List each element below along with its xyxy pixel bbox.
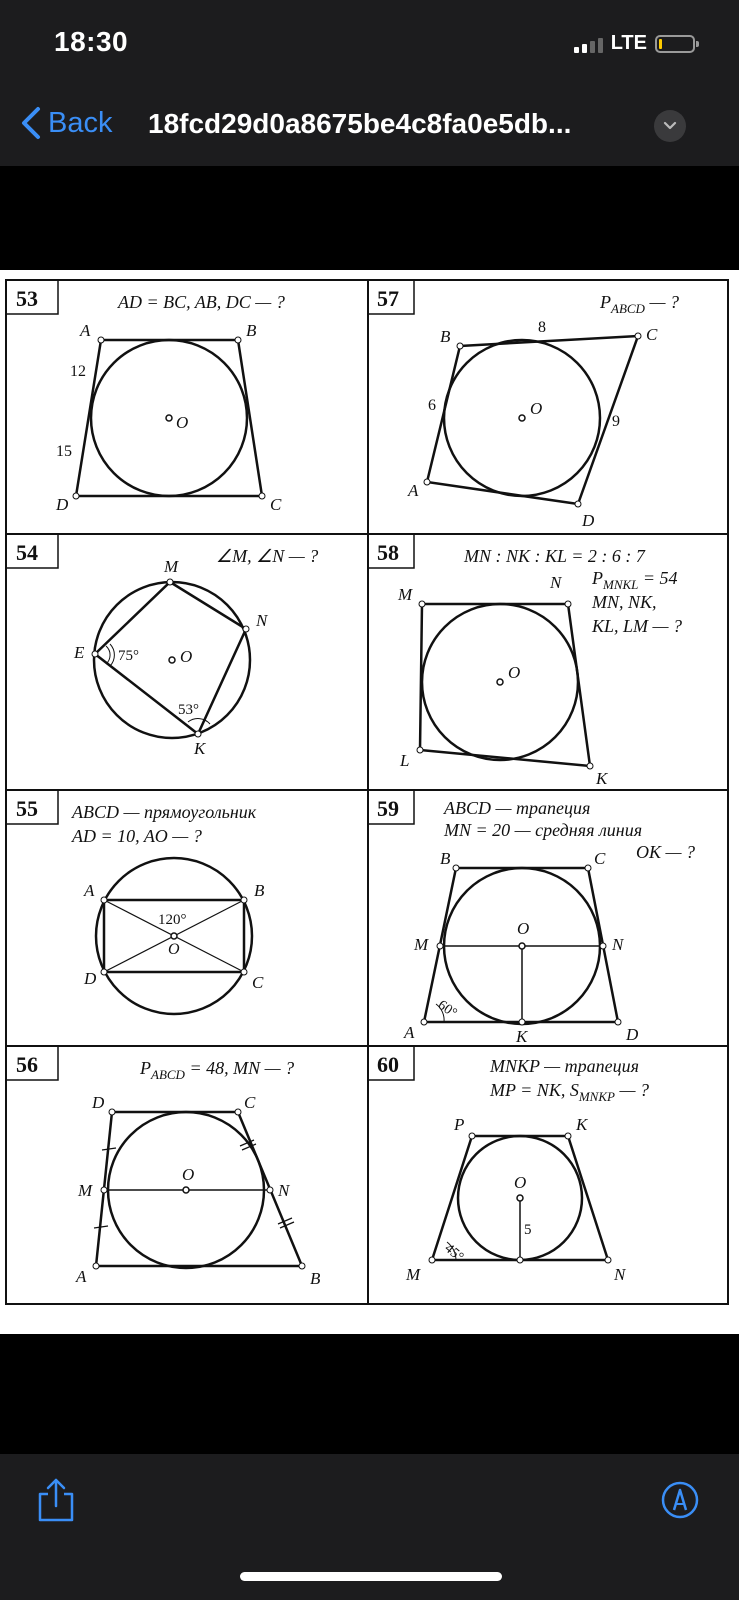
chevron-left-icon <box>20 106 42 140</box>
file-title: 18fcd29d0a8675be4c8fa0e5db... <box>148 108 572 139</box>
value-45: 45° <box>441 1241 467 1266</box>
problem-question-line2: MN = 20 — средняя линия <box>444 820 643 840</box>
problem-number: 56 <box>16 1052 38 1077</box>
label-N: N <box>614 1265 626 1284</box>
problem-57 <box>368 280 679 530</box>
back-button[interactable] <box>20 106 112 140</box>
value-120: 120° <box>158 912 187 928</box>
label-A: A <box>408 481 419 500</box>
label-A: A <box>84 881 95 900</box>
label-M: M <box>78 1181 93 1200</box>
label-O: O <box>530 399 543 418</box>
label-K: K <box>516 1027 528 1046</box>
problem-number: 58 <box>377 540 399 565</box>
label-C: C <box>594 849 606 868</box>
value-75: 75° <box>118 648 139 664</box>
label-C: C <box>252 973 264 992</box>
label-O: O <box>182 1165 195 1184</box>
problem-question-line3: MN, NK, <box>592 592 657 612</box>
signal-icon <box>574 35 603 53</box>
label-C: C <box>646 325 658 344</box>
document-image <box>0 270 739 1334</box>
label-C: C <box>244 1093 256 1112</box>
value-60: 60° <box>434 997 460 1022</box>
problem-58 <box>368 534 682 788</box>
label-M: M <box>164 557 179 576</box>
label-D: D <box>56 495 69 514</box>
label-C: C <box>270 495 282 514</box>
share-button[interactable] <box>36 1476 76 1524</box>
label-N: N <box>278 1181 290 1200</box>
back-label: Back <box>48 106 113 139</box>
label-D: D <box>84 969 97 988</box>
network-type: LTE <box>610 32 647 54</box>
problem-56 <box>6 1046 321 1288</box>
label-M: M <box>406 1265 421 1284</box>
problem-59 <box>368 790 695 1046</box>
label-E: E <box>74 643 85 662</box>
label-A: A <box>404 1023 415 1042</box>
problem-question-line4: KL, LM — ? <box>592 616 683 636</box>
problem-54 <box>6 534 318 758</box>
label-O: O <box>180 647 193 666</box>
value-8: 8 <box>538 319 546 336</box>
status-bar <box>0 0 739 88</box>
image-viewer[interactable] <box>0 166 739 1454</box>
share-icon <box>36 1476 76 1524</box>
label-O: O <box>514 1173 527 1192</box>
problem-question: $P_{ABCD}$ — ? <box>600 292 679 316</box>
label-L: L <box>400 751 410 770</box>
label-O: O <box>508 663 521 682</box>
label-M: M <box>414 935 429 954</box>
label-A: A <box>76 1267 87 1286</box>
label-M: M <box>398 585 413 604</box>
bottom-toolbar <box>0 1454 739 1600</box>
label-K: K <box>596 769 608 788</box>
markup-pen-icon <box>660 1480 700 1520</box>
markup-button[interactable] <box>660 1480 700 1520</box>
status-indicators <box>574 32 695 55</box>
label-B: B <box>246 321 257 340</box>
problem-question: $P_{ABCD} = 48$, MN — ? <box>140 1058 295 1082</box>
label-D: D <box>626 1025 639 1044</box>
problem-question: AD = BC, AB, DC — ? <box>118 292 285 312</box>
home-indicator[interactable] <box>240 1572 502 1581</box>
value-9: 9 <box>612 413 620 430</box>
problem-question-line1: MN : NK : KL = 2 : 6 : 7 <box>464 546 645 566</box>
label-N: N <box>256 611 268 630</box>
problem-number: 60 <box>377 1052 399 1077</box>
problem-number: 55 <box>16 796 38 821</box>
problem-question: ∠M, ∠N — ? <box>216 546 319 566</box>
label-O: O <box>517 919 530 938</box>
label-K: K <box>576 1115 588 1134</box>
label-K: K <box>194 739 206 758</box>
geometry-problems-sheet <box>0 270 739 1334</box>
problem-53 <box>6 280 285 514</box>
label-A: A <box>80 321 91 340</box>
label-O: O <box>176 413 189 432</box>
label-O: O <box>168 941 180 958</box>
problem-55 <box>6 790 265 1014</box>
label-D: D <box>92 1093 105 1112</box>
label-P: P <box>454 1115 465 1134</box>
problem-question-line2: MP = NK, $S_{MNKP}$ — ? <box>490 1080 649 1104</box>
label-B: B <box>440 849 451 868</box>
value-12: 12 <box>70 363 86 380</box>
value-53: 53° <box>178 702 199 718</box>
problem-question-line1: MNKP — трапеция <box>490 1056 640 1076</box>
problem-number: 59 <box>377 796 399 821</box>
label-B: B <box>254 881 265 900</box>
battery-icon <box>655 35 695 53</box>
label-N: N <box>550 573 562 592</box>
title-menu-button[interactable] <box>654 110 686 142</box>
problem-question-line1: ABCD — трапеция <box>444 798 591 818</box>
problem-number: 57 <box>377 286 399 311</box>
value-15: 15 <box>56 443 72 460</box>
problem-question-line3: OK — ? <box>636 842 696 862</box>
problem-question-line2: AD = 10, AO — ? <box>72 826 202 846</box>
value-5: 5 <box>524 1222 532 1238</box>
status-time: 18:30 <box>54 26 129 57</box>
problem-question-line2: $P_{MNKL} = 54$ <box>592 568 678 592</box>
label-N: N <box>612 935 624 954</box>
chevron-down-icon <box>662 120 678 132</box>
problem-number: 54 <box>16 540 38 565</box>
label-B: B <box>310 1269 321 1288</box>
navigation-bar <box>0 88 739 166</box>
problem-60 <box>368 1046 649 1284</box>
label-B: B <box>440 327 451 346</box>
problem-number: 53 <box>16 286 38 311</box>
value-6: 6 <box>428 397 436 414</box>
label-D: D <box>582 511 595 530</box>
problem-question-line1: ABCD — прямоугольник <box>72 802 257 822</box>
